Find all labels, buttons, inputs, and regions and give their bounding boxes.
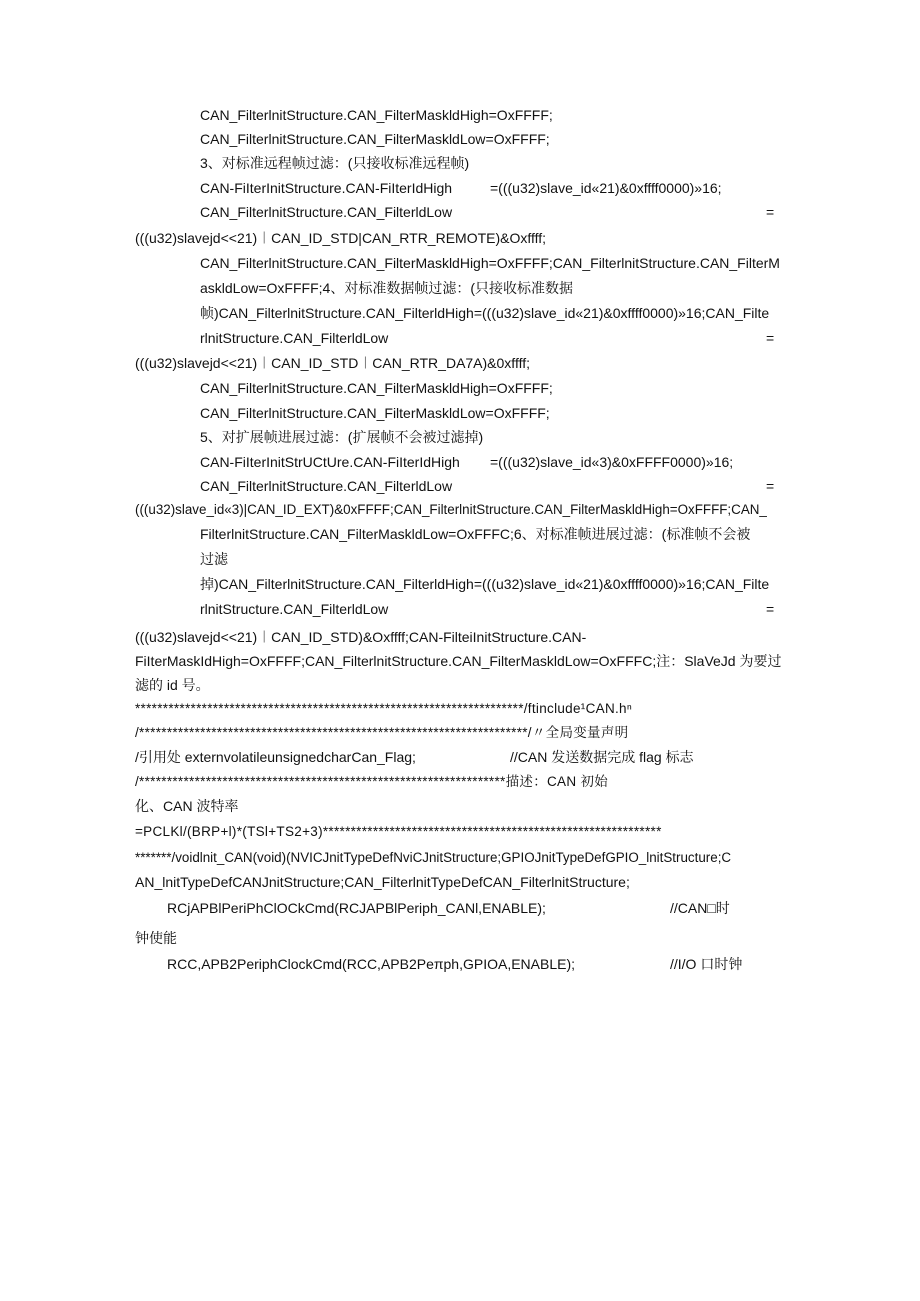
text-line: RCC,APB2PeriphClockCmd(RCC,APB2Peπph,GPIOA,ENABLE);	[167, 956, 576, 972]
text-line: rlnitStructure.CAN_FilterldLow	[200, 601, 389, 617]
text-line: 钟使能	[135, 930, 177, 946]
text-line: **********************************************************************/ftinclude¹CAN.hⁿ	[135, 701, 633, 716]
equals-sign: =	[766, 601, 775, 617]
equals-sign: =	[766, 204, 775, 220]
text-line: 3、对标准远程帧过滤：(只接收标准远程帧)	[200, 155, 470, 171]
text-line: FilterlnitStructure.CAN_FilterMaskldLow=OxFFFC;6、对标准帧进展过滤：(标准帧不会被	[200, 526, 751, 542]
text-line: CAN_FilterlnitStructure.CAN_FilterMaskldHigh=OxFFFF;	[200, 107, 553, 123]
text-line: askldLow=OxFFFF;4、对标准数据帧过滤：(只接收标准数据	[200, 280, 573, 296]
text-line: *******/voidlnit_CAN(void)(NVICJnitTypeDefNviCJnitStructure;GPIOJnitTypeDefGPIO_lnitStructure;C	[135, 850, 732, 865]
text-line-comment: //I/O 口时钟	[670, 956, 743, 972]
text-line-comment: //CAN 发送数据完成 flag 标志	[510, 749, 694, 765]
text-line-continuation: =(((u32)slave_id«21)&0xffff0000)»16;	[490, 180, 722, 196]
text-line: CAN-FiIterInitStructure.CAN-FiIterIdHigh	[200, 180, 453, 196]
text-line: CAN_FilterlnitStructure.CAN_FilterMaskldHigh=OxFFFF;	[200, 380, 553, 396]
text-line: (((u32)slavejd<<21)︱CAN_ID_STD)&Oxffff;CAN-FilteiInitStructure.CAN-	[135, 629, 587, 645]
text-line: /**********************************************************************/〃全局变量声明	[135, 725, 629, 740]
text-line: 化、CAN 波特率	[135, 798, 239, 814]
text-line: 过滤	[200, 551, 228, 567]
text-line: =PCLKl/(BRP+l)*(TSl+TS2+3)*************************************************************	[135, 824, 662, 839]
equals-sign: =	[766, 330, 775, 346]
text-line: AN_lnitTypeDefCANJnitStructure;CAN_FilterlnitTypeDefCAN_FilterlnitStructure;	[135, 874, 630, 890]
equals-sign: =	[766, 478, 775, 494]
text-line: FiIterMaskIdHigh=OxFFFF;CAN_FilterlnitStructure.CAN_FilterMaskldLow=OxFFFC;注：SlaVeJd 为要过	[135, 653, 782, 669]
text-line-comment: //CAN□时	[670, 900, 730, 916]
text-line: RCjAPBlPeriPhClOCkCmd(RCJAPBlPeriph_CANl,ENABLE);	[167, 900, 546, 916]
text-line: (((u32)slavejd<<21)︱CAN_ID_STD︱CAN_RTR_DA7A)&0xffff;	[135, 355, 531, 371]
text-line: /引用处 externvolatileunsignedcharCan_Flag;	[135, 749, 416, 765]
text-line: CAN_FilterlnitStructure.CAN_FilterldLow	[200, 204, 453, 220]
text-line: CAN_FilterlnitStructure.CAN_FilterMaskldLow=OxFFFF;	[200, 405, 550, 421]
text-line: 滤的 id 号。	[135, 677, 210, 693]
text-line: (((u32)slave_id«3)|CAN_ID_EXT)&0xFFFF;CAN_FilterlnitStructure.CAN_FilterMaskldHigh=OxFFFF;CAN_	[135, 502, 767, 517]
text-line: /******************************************************************描述：CAN 初始	[135, 774, 609, 789]
text-line: (((u32)slavejd<<21)︱CAN_ID_STD|CAN_RTR_REMOTE)&Oxffff;	[135, 230, 547, 246]
text-line: 掉)CAN_FilterlnitStructure.CAN_FilterldHigh=(((u32)slave_id«21)&0xffff0000)»16;CAN_Filte	[200, 576, 770, 592]
text-line: CAN_FilterlnitStructure.CAN_FilterMaskldLow=OxFFFF;	[200, 131, 550, 147]
text-line: 帧)CAN_FilterlnitStructure.CAN_FilterldHigh=(((u32)slave_id«21)&0xffff0000)»16;CAN_Filte	[200, 305, 770, 321]
text-line: CAN_FilterlnitStructure.CAN_FilterldLow	[200, 478, 453, 494]
text-line: CAN-FiIterInitStrUCtUre.CAN-FiIterIdHigh	[200, 454, 460, 470]
text-line-continuation: =(((u32)slave_id«3)&0xFFFF0000)»16;	[490, 454, 734, 470]
text-line: 5、对扩展帧进展过滤：(扩展帧不会被过滤掉)	[200, 429, 484, 445]
text-line: rlnitStructure.CAN_FilterldLow	[200, 330, 389, 346]
text-line: CAN_FilterlnitStructure.CAN_FilterMaskldHigh=OxFFFF;CAN_FilterlnitStructure.CAN_FilterM	[200, 255, 780, 271]
